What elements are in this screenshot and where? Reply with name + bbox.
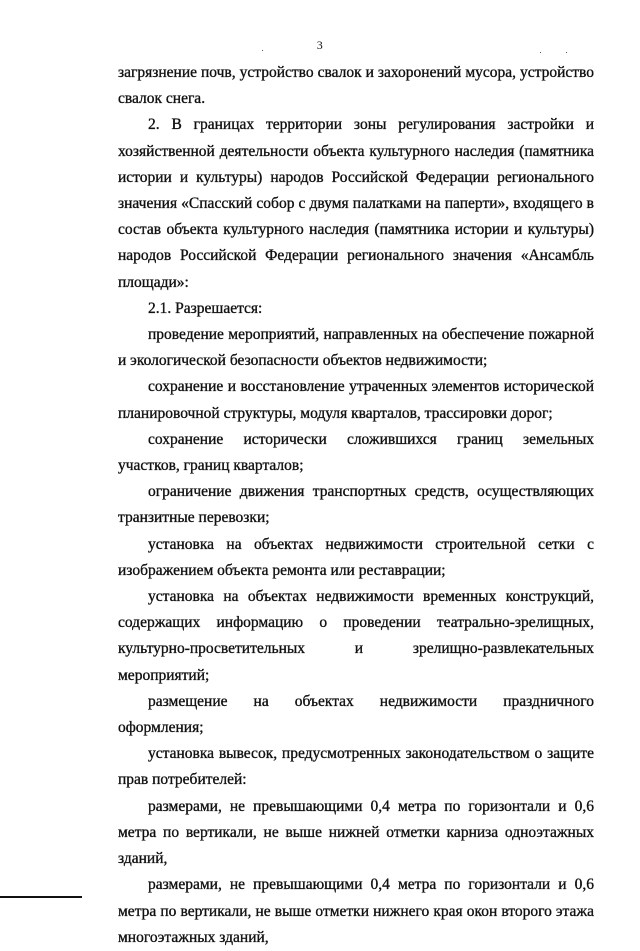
page-number: 3 xyxy=(316,38,324,52)
scan-speck xyxy=(262,50,263,51)
scan-speck xyxy=(540,52,541,53)
paragraph-continuation: загрязнение почв, устройство свалок и захоронений мусора, устройство свалок снега. xyxy=(118,64,594,108)
list-item-restoration: сохранение и восстановление утраченных элементов исторической планировочной структуры, модуля кварталов, трассировки дорог; xyxy=(118,378,594,422)
list-item-signboard-single-storey: размерами, не превышающими 0,4 метра по горизонтали и 0,6 метра по вертикали, не выше нижней отметки карниза одноэтажных зданий, xyxy=(118,797,594,868)
body-text xyxy=(118,60,594,951)
list-item-fire-safety: проведение мероприятий, направленных на обеспечение пожарной и экологической безопасности объектов недвижимости; xyxy=(118,326,594,370)
scan-speck xyxy=(566,52,567,53)
list-item-temporary-structures: установка на объектах недвижимости временных конструкций, содержащих информацию о проведении театрально-зрелищных, культурно-просветительных и зрелищно-развлекательных мероприятий; xyxy=(118,588,594,684)
list-item-construction-mesh: установка на объектах недвижимости строительной сетки с изображением объекта ремонта или реставрации; xyxy=(118,535,594,579)
paragraph-subsection-2-1: 2.1. Разрешается: xyxy=(148,299,263,317)
list-item-signboard-multi-storey: размерами, не превышающими 0,4 метра по горизонтали и 0,6 метра по вертикали, не выше отметки нижнего края окон второго этажа многоэтажных зданий, xyxy=(118,876,594,946)
list-item-land-boundaries: сохранение исторически сложившихся границ земельных участков, границ кварталов; xyxy=(118,430,594,475)
list-item-transit-limit: ограничение движения транспортных средств, осуществляющих транзитные перевозки; xyxy=(118,483,594,527)
paragraph-section-2: 2. В границах территории зоны регулирования застройки и хозяйственной деятельности объекта культурного наследия (памятника истории и культуры) народов Российской Федерации регионального значения «Спасский собор с двумя палатками на паперти», входящего в состав объекта культурного наследия (памятника истории и культуры) народов Российской Федерации регионального значения «Ансамбль площади»: xyxy=(118,116,594,291)
list-item-signboards: установка вывесок, предусмотренных законодательством о защите прав потребителей: xyxy=(118,745,594,789)
bottom-rule xyxy=(0,896,82,898)
list-item-festive-decoration: размещение на объектах недвижимости праздничного оформления; xyxy=(118,692,594,737)
